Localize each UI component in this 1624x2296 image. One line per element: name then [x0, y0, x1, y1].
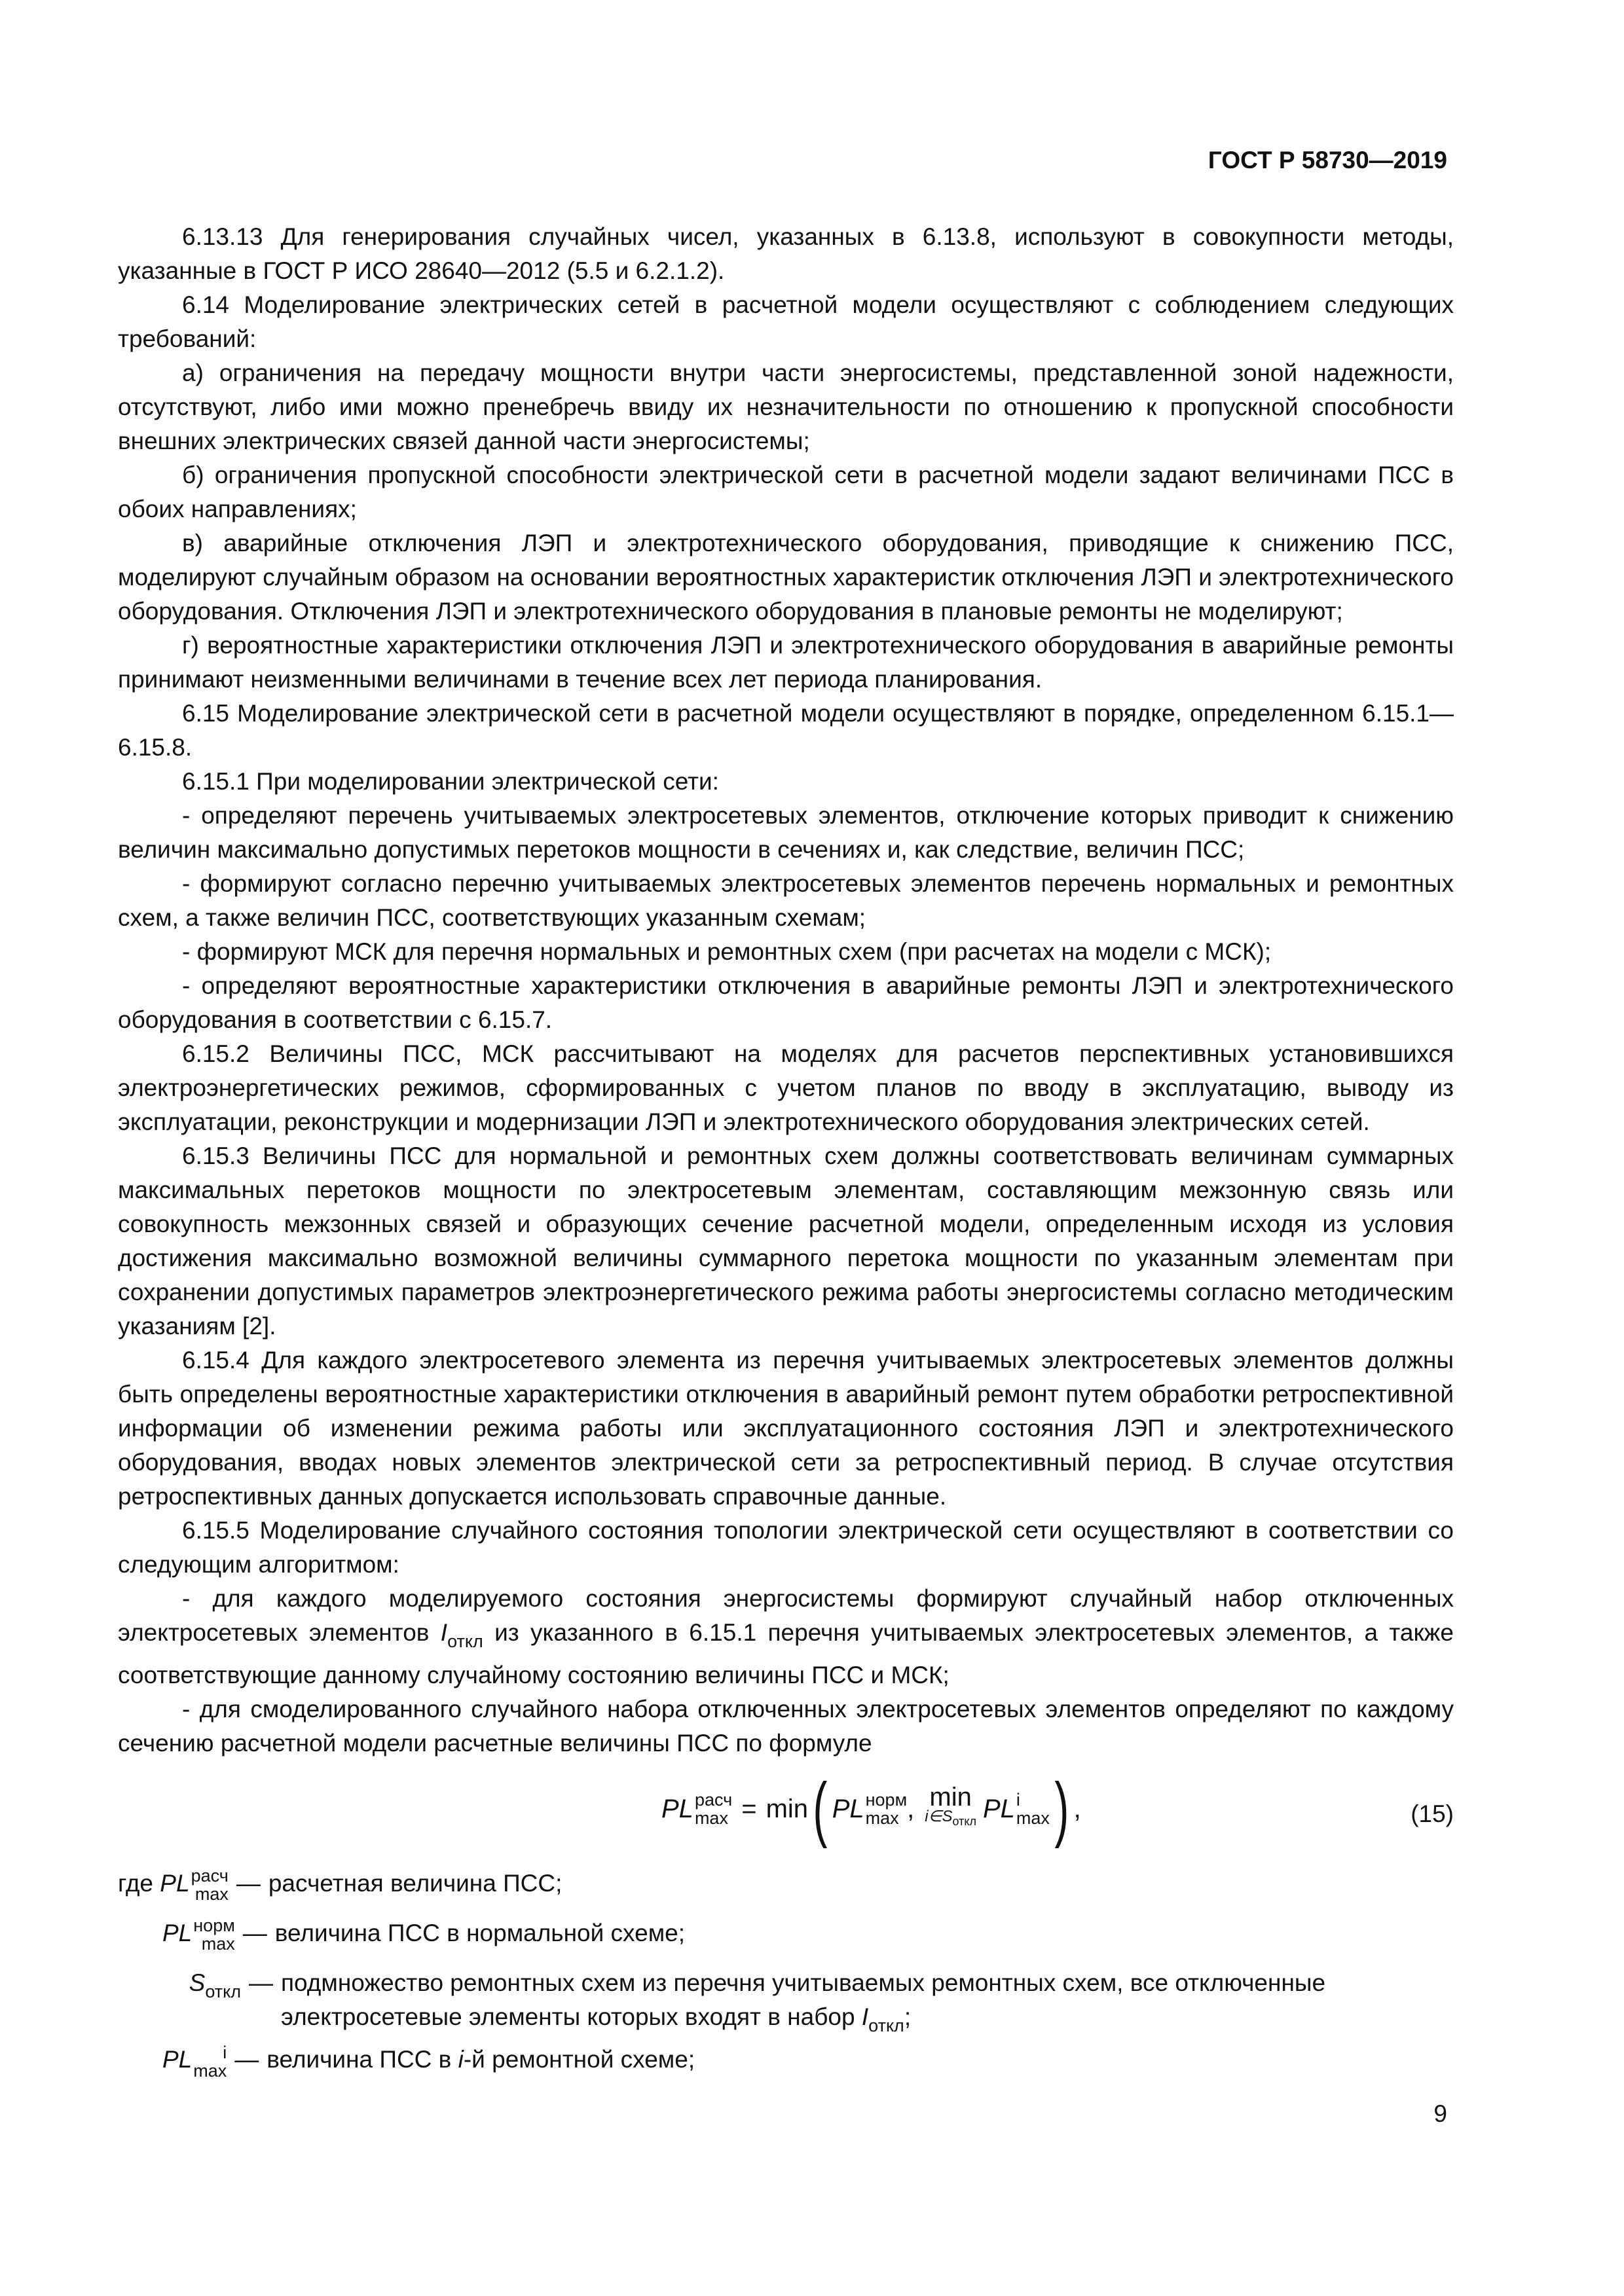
- text-fragment: из указанного в 6.15.1 перечня учитываемых электросетевых элементов, а также соответствующие данному случайному состоянию величины ПСС и МСК;: [118, 1619, 1454, 1688]
- formula-15-row: [118, 1763, 1454, 1861]
- definition-s-otkl: $S_{откл}$ — подмножество ремонтных схем из перечня учитываемых ремонтных схем, все отключенные электросетевые элементы которых входят в набор $I_{откл}$;: [189, 1969, 1326, 2036]
- paragraph-6-15-1: 6.15.1 При моделировании электрической сети:: [182, 768, 719, 795]
- definition-pl-norm: PL норм max — величина ПСС в нормальной схеме;: [162, 1916, 685, 1954]
- bullet-item: - определяют вероятностные характеристики отключения в аварийные ремонты ЛЭП и электротехнического оборудования в соответствии с 6.15.7.: [118, 972, 1454, 1033]
- text-fragment: - для каждого моделируемого состояния энергосистемы формируют случайный набор отключенных электросетевых элементов: [118, 1585, 1454, 1646]
- bullet-item: - для смоделированного случайного набора отключенных электросетевых элементов определяют по каждому сечению расчетной модели расчетные величины ПСС по формуле: [118, 1696, 1454, 1757]
- bullet-item: - формируют МСК для перечня нормальных и ремонтных схем (при расчетах на модели с МСК);: [182, 938, 1272, 965]
- symbol-i-otkl: $I_{откл}$: [440, 1619, 483, 1651]
- definitions-list: [118, 1867, 1454, 2080]
- page-number: 9: [1433, 2100, 1447, 2127]
- document-body: [118, 220, 1454, 2093]
- paragraph-6-15: 6.15 Моделирование электрической сети в расчетной модели осуществляют в порядке, определенном 6.15.1—6.15.8.: [118, 700, 1454, 761]
- formula-15: PL расч max = min ( PL норм max , min $i\in S_{откл}$ PL i max ) ,: [661, 1768, 1081, 1849]
- bullet-item: - формируют согласно перечню учитываемых электросетевых элементов перечень нормальных и ремонтных схем, а также величин ПСС, соответствующих указанным схемам;: [118, 870, 1454, 931]
- paragraph-6-14: 6.14 Моделирование электрических сетей в расчетной модели осуществляют с соблюдением следующих требований:: [118, 291, 1454, 352]
- list-item-a: а) ограничения на передачу мощности внутри части энергосистемы, представленной зоной надежности, отсутствуют, либо ими можно пренебречь ввиду их незначительности по отношению к пропускной способности внешних электрических связей данной части энергосистемы;: [118, 359, 1454, 454]
- paragraph-6-13-13: 6.13.13 Для генерирования случайных чисел, указанных в 6.13.8, используют в совокупности методы, указанные в ГОСТ Р ИСО 28640—2012 (5.5 и 6.2.1.2).: [118, 223, 1454, 284]
- left-paren: (: [813, 1768, 828, 1849]
- paragraph-6-15-3: 6.15.3 Величины ПСС для нормальной и ремонтных схем должны соответствовать величинам суммарных максимальных перетоков мощности по электросетевым элементам, составляющим межзонную связь или совокупность межзонных связей и образующих сечение расчетной модели, определенным исходя из условия достижения максимально возможной величины суммарного перетока мощности по указанным элементам при сохранении допустимых параметров электроэнергетического режима работы энергосистемы согласно методическим указаниям [2].: [118, 1142, 1454, 1339]
- paragraph-6-15-4: 6.15.4 Для каждого электросетевого элемента из перечня учитываемых электросетевых элементов должны быть определены вероятностные характеристики отключения в аварийный ремонт путем обработки ретроспективной информации об изменении режима работы или эксплуатационного состояния ЛЭП и электротехнического оборудования, вводах новых элементов электрической сети за ретроспективный период. В случае отсутствия ретроспективных данных допускается использовать справочные данные.: [118, 1347, 1454, 1510]
- document-code-header: ГОСТ Р 58730—2019: [1208, 147, 1447, 173]
- list-item-v: в) аварийные отключения ЛЭП и электротехнического оборудования, приводящие к снижению ПСС, моделируют случайным образом на основании вероятностных характеристик отключения ЛЭП и электротехнического оборудования. Отключения ЛЭП и электротехнического оборудования в плановые ремонты не моделируют;: [118, 530, 1454, 625]
- list-item-b: б) ограничения пропускной способности электрической сети в расчетной модели задают величинами ПСС в обоих направлениях;: [118, 462, 1454, 522]
- min-operator: min $i\in S_{откл}$: [925, 1782, 976, 1828]
- bullet-item: - определяют перечень учитываемых электросетевых элементов, отключение которых приводит к снижению величин максимально допустимых перетоков мощности в сечениях и, как следствие, величин ПСС;: [118, 802, 1454, 863]
- formula-number: (15): [1411, 1800, 1454, 1827]
- bullet-item-with-symbol: [118, 1582, 1454, 1692]
- paragraph-6-15-2: 6.15.2 Величины ПСС, МСК рассчитывают на моделях для расчетов перспективных установившихся электроэнергетических режимов, сформированных с учетом планов по вводу в эксплуатацию, выводу из эксплуатации, реконструкции и модернизации ЛЭП и электротехнического оборудования электрических сетей.: [118, 1040, 1454, 1135]
- definition-pl-rasch: где PL расч max — расчетная величина ПСС;: [118, 1866, 563, 1904]
- definition-pl-i: PL i max — величина ПСС в i-й ремонтной схеме;: [162, 2042, 695, 2081]
- right-paren: ): [1054, 1768, 1069, 1849]
- paragraph-6-15-5: 6.15.5 Моделирование случайного состояния топологии электрической сети осуществляют в соответствии со следующим алгоритмом:: [118, 1517, 1454, 1578]
- list-item-g: г) вероятностные характеристики отключения ЛЭП и электротехнического оборудования в аварийные ремонты принимают неизменными величинами в течение всех лет периода планирования.: [118, 632, 1454, 693]
